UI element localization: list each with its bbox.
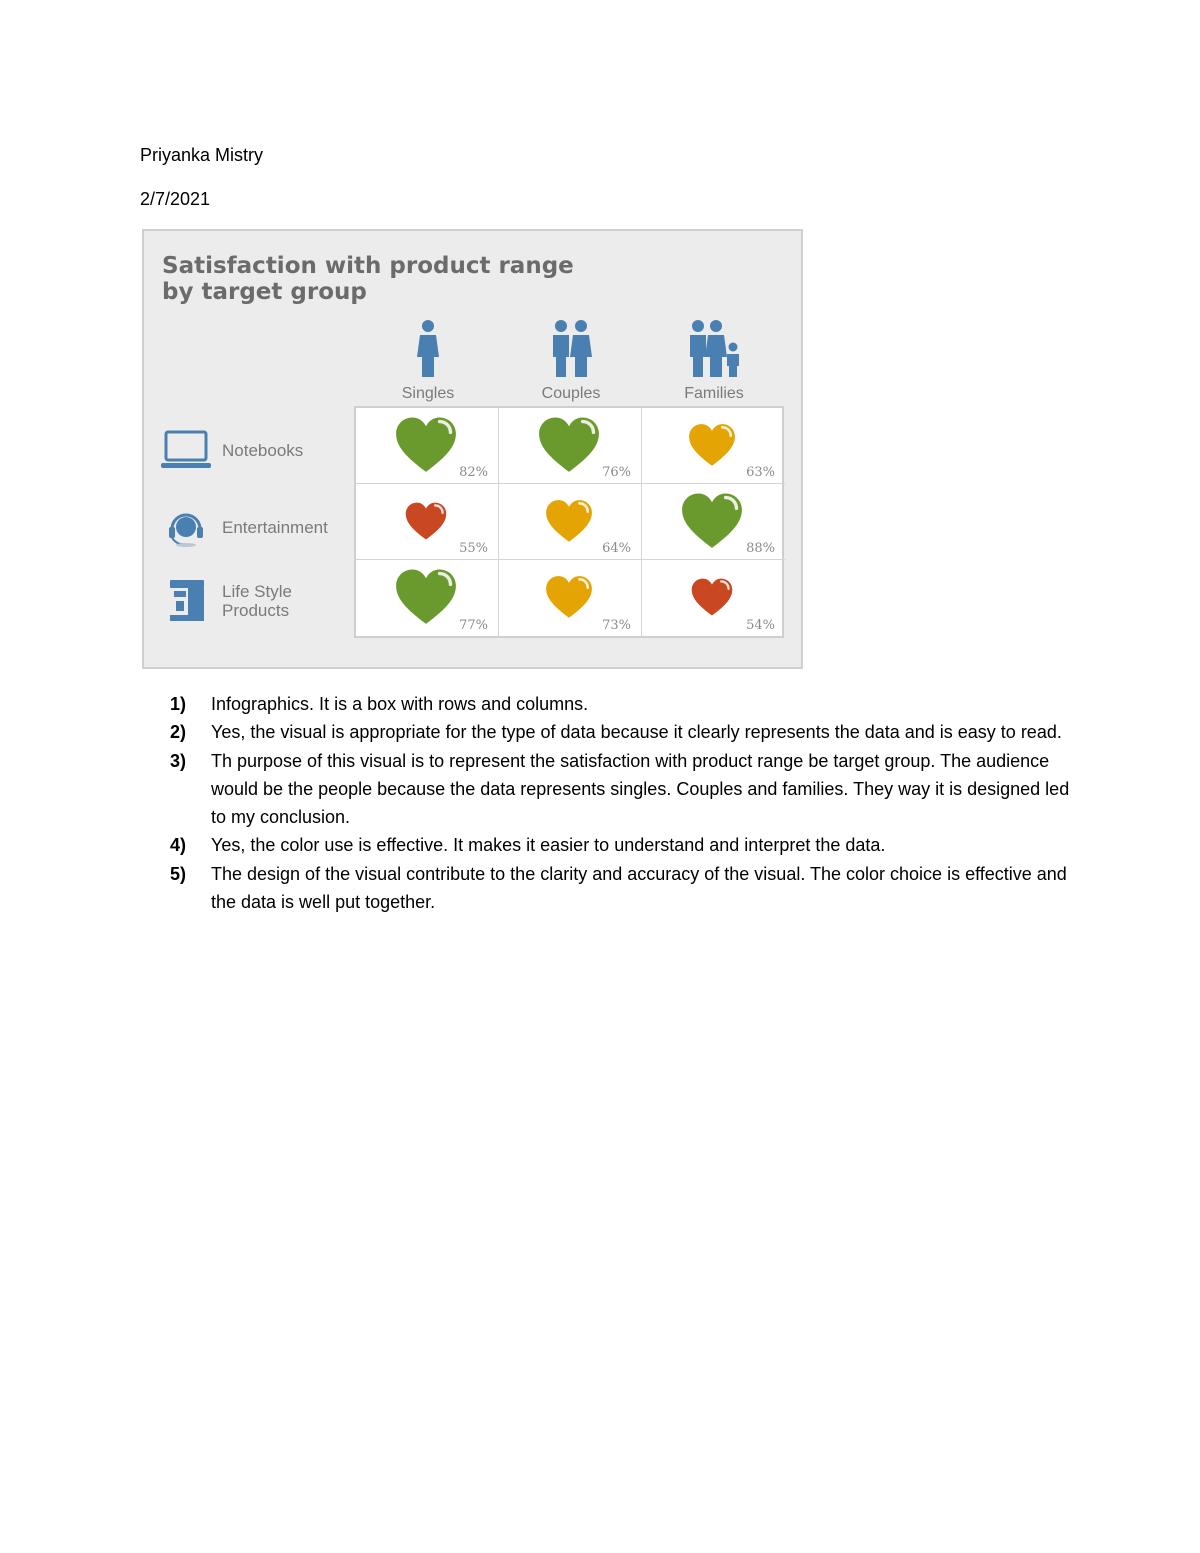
satisfaction-percentage: 77% — [459, 618, 488, 633]
satisfaction-infographic — [142, 229, 803, 669]
row-label: Life Style Products — [222, 582, 292, 620]
satisfaction-cell — [356, 408, 499, 484]
infographic-title: Satisfaction with product range by target group — [162, 253, 574, 305]
heart-icon — [543, 496, 595, 546]
answer-text: The design of the visual contribute to the clarity and accuracy of the visual. The color choice is effective and the data is well put together. — [211, 863, 1067, 913]
satisfaction-cell — [356, 484, 499, 560]
heart-icon — [678, 488, 746, 553]
satisfaction-percentage: 64% — [602, 541, 631, 556]
satisfaction-cell — [356, 560, 499, 636]
answer-number: 5) — [170, 863, 187, 884]
row-notebooks — [160, 428, 360, 488]
satisfaction-percentage: 73% — [602, 618, 631, 633]
answer-text: Yes, the visual is appropriate for the type of data because it clearly represents the data and is easy to read. — [211, 722, 1062, 743]
satisfaction-cell — [642, 408, 785, 484]
couple-icon — [501, 319, 641, 379]
row-label: Notebooks — [222, 441, 304, 460]
laptop-icon — [160, 428, 212, 472]
answer-number: 4) — [170, 835, 187, 856]
document-date: 2/7/2021 — [140, 189, 211, 209]
row-entertainment — [160, 505, 360, 565]
column-label: Couples — [541, 385, 601, 402]
heart-icon — [392, 412, 460, 477]
answer-number: 2) — [170, 722, 187, 743]
answer-item — [170, 860, 1070, 917]
heart-icon — [689, 575, 735, 619]
heart-icon — [543, 572, 595, 622]
satisfaction-cell — [642, 484, 785, 560]
satisfaction-cell — [499, 484, 642, 560]
satisfaction-percentage: 82% — [459, 465, 488, 480]
answer-item — [170, 718, 1070, 746]
row-lifestyle-products — [160, 579, 360, 639]
satisfaction-percentage: 63% — [746, 465, 775, 480]
heart-icon — [403, 499, 449, 543]
headset-icon — [160, 505, 212, 549]
answer-text: Infographics. It is a box with rows and columns. — [211, 694, 589, 714]
column-label: Singles — [401, 385, 455, 402]
satisfaction-cell — [499, 560, 642, 636]
answer-item — [170, 690, 1070, 718]
satisfaction-percentage: 55% — [459, 541, 488, 556]
heart-icon — [535, 412, 603, 477]
answer-text: Yes, the color use is effective. It makes it easier to understand and interpret the data. — [211, 835, 886, 856]
answer-number: 1) — [170, 694, 187, 714]
single-person-icon — [358, 319, 498, 379]
heart-icon — [686, 420, 738, 470]
answer-item — [170, 747, 1070, 832]
heart-icon — [392, 564, 460, 629]
author-name: Priyanka Mistry — [140, 145, 264, 165]
answer-text: Th purpose of this visual is to represent the satisfaction with product range be target group. The audience would be the people because the data represents singles. Couples and families. They way it is designed led to my conclusion. — [211, 750, 1070, 828]
coffee-machine-icon — [160, 579, 212, 623]
column-label: Families — [684, 385, 744, 402]
row-label: Entertainment — [222, 518, 328, 537]
satisfaction-percentage: 88% — [746, 541, 775, 556]
answer-number: 3) — [170, 750, 187, 771]
satisfaction-percentage: 54% — [746, 618, 775, 633]
family-icon — [644, 319, 784, 379]
satisfaction-grid — [354, 406, 784, 638]
satisfaction-cell — [499, 408, 642, 484]
satisfaction-cell — [642, 560, 785, 636]
answer-item — [170, 831, 1070, 859]
answer-list — [170, 690, 1070, 916]
satisfaction-percentage: 76% — [602, 465, 631, 480]
